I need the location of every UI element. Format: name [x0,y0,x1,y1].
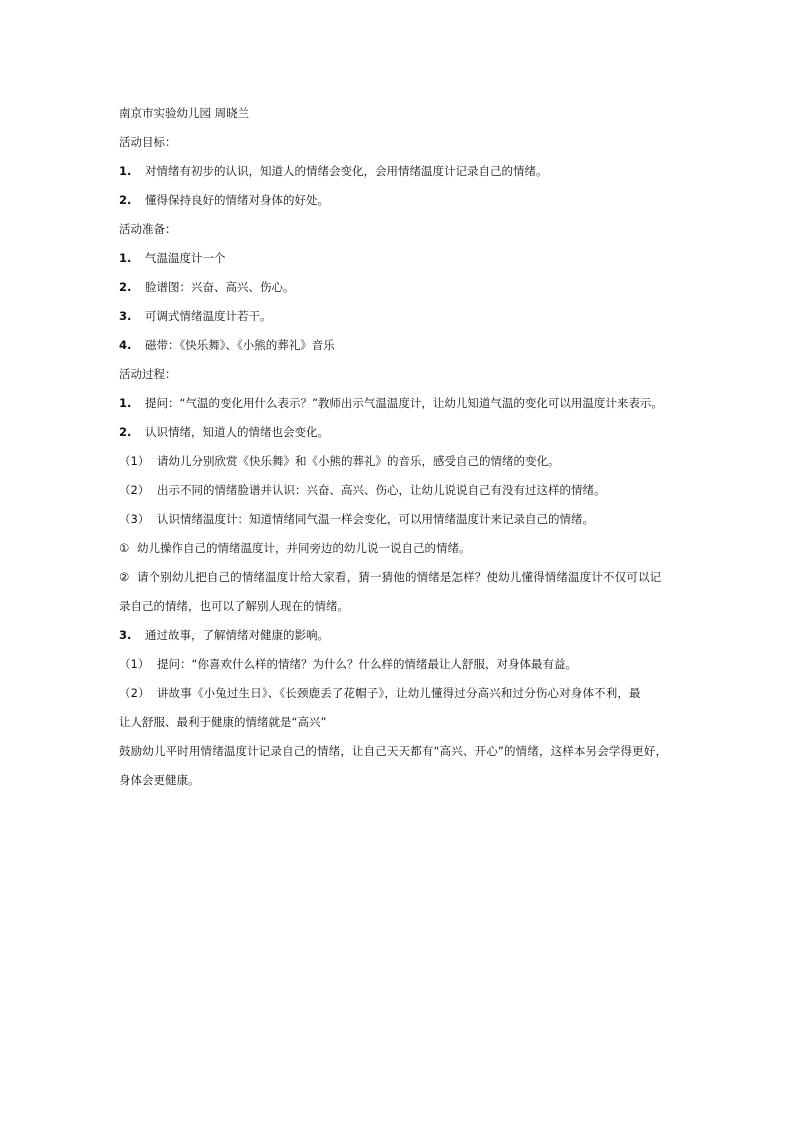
author-line: 南京市实验幼儿园 周晓兰 [119,106,250,120]
sub-step [119,679,679,708]
sub-step [119,476,679,505]
sub-step-number: （1） [119,657,150,671]
prep-text: 磁带：《快乐舞》、《小熊的葬礼》音乐 [145,338,335,352]
sub-step [119,650,679,679]
circled-step [119,534,679,563]
process-step [119,389,679,418]
prep-item [119,331,679,360]
circled-text: 请个别幼儿把自己的情绪温度计给大家看，猜一猜他的情绪是怎样？使幼儿懂得情绪温度计不仅可以记 [137,570,662,584]
step-text: 认识情绪，知道人的情绪也会变化。 [145,425,329,439]
goal-number: 1. [119,164,132,178]
circled-text: 幼儿操作自己的情绪温度计，并同旁边的幼儿说一说自己的情绪。 [137,541,471,555]
prep-text: 可调式情绪温度计若干。 [145,309,272,323]
step-number: 3. [119,628,132,642]
prep-text: 气温温度计一个 [145,251,226,265]
section-title-goals: 活动目标： [119,135,177,149]
sub-step-number: （2） [119,483,150,497]
sub-step-number: （2） [119,686,150,700]
sub-step-text: 提问：“你喜欢什么样的情绪？为什么？什么样的情绪最让人舒服，对身体最有益。 [157,657,577,671]
prep-number: 2. [119,280,132,294]
goal-text: 懂得保持良好的情绪对身体的好处。 [145,193,329,207]
sub-step-number: （1） [119,454,150,468]
sub-step-number: （3） [119,512,150,526]
step-number: 2. [119,425,132,439]
goal-number: 2. [119,193,132,207]
sub-step-text: 出示不同的情绪脸谱并认识：兴奋、高兴、伤心，让幼儿说说自己有没有过这样的情绪。 [157,483,606,497]
section-title-prep: 活动准备： [119,222,177,236]
prep-item [119,302,679,331]
circled-number: ① [119,541,130,555]
process-step [119,418,679,447]
circled-step-continuation: 录自己的情绪，也可以了解别人现在的情绪。 [119,599,349,613]
prep-number: 3. [119,309,132,323]
step-number: 1. [119,396,132,410]
goal-text: 对情绪有初步的认识，知道人的情绪会变化，会用情绪温度计记录自己的情绪。 [145,164,548,178]
sub-step [119,447,679,476]
process-step [119,621,679,650]
sub-step-continuation: 让人舒服、最利于健康的情绪就是“高兴” [119,715,327,729]
prep-text: 脸谱图：兴奋、高兴、伤心。 [145,280,295,294]
goal-item [119,186,679,215]
sub-step [119,505,679,534]
circled-step [119,563,679,592]
prep-item [119,244,679,273]
sub-step-text: 认识情绪温度计：知道情绪同气温一样会变化，可以用情绪温度计来记录自己的情绪。 [157,512,594,526]
section-title-process: 活动过程： [119,367,177,381]
prep-number: 4. [119,338,132,352]
circled-number: ② [119,570,130,584]
step-text: 提问：“气温的变化用什么表示？”教师出示气温温度计，让幼儿知道气温的变化可以用温度计来表示。 [145,396,663,410]
closing-paragraph-continuation: 身体会更健康。 [119,773,200,787]
sub-step-text: 讲故事《小兔过生日》、《长颈鹿丢了花帽子》，让幼儿懂得过分高兴和过分伤心对身体不利，最 [157,686,641,700]
sub-step-text: 请幼儿分别欣赏《快乐舞》和《小熊的葬礼》的音乐，感受自己的情绪的变化。 [157,454,560,468]
closing-paragraph: 鼓励幼儿平时用情绪温度计记录自己的情绪，让自己天天都有“高兴、开心”的情绪，这样本另会学得更好， [119,744,668,758]
step-text: 通过故事，了解情绪对健康的影响。 [145,628,329,642]
goal-item [119,157,679,186]
document-body [119,99,679,795]
prep-item [119,273,679,302]
prep-number: 1. [119,251,132,265]
